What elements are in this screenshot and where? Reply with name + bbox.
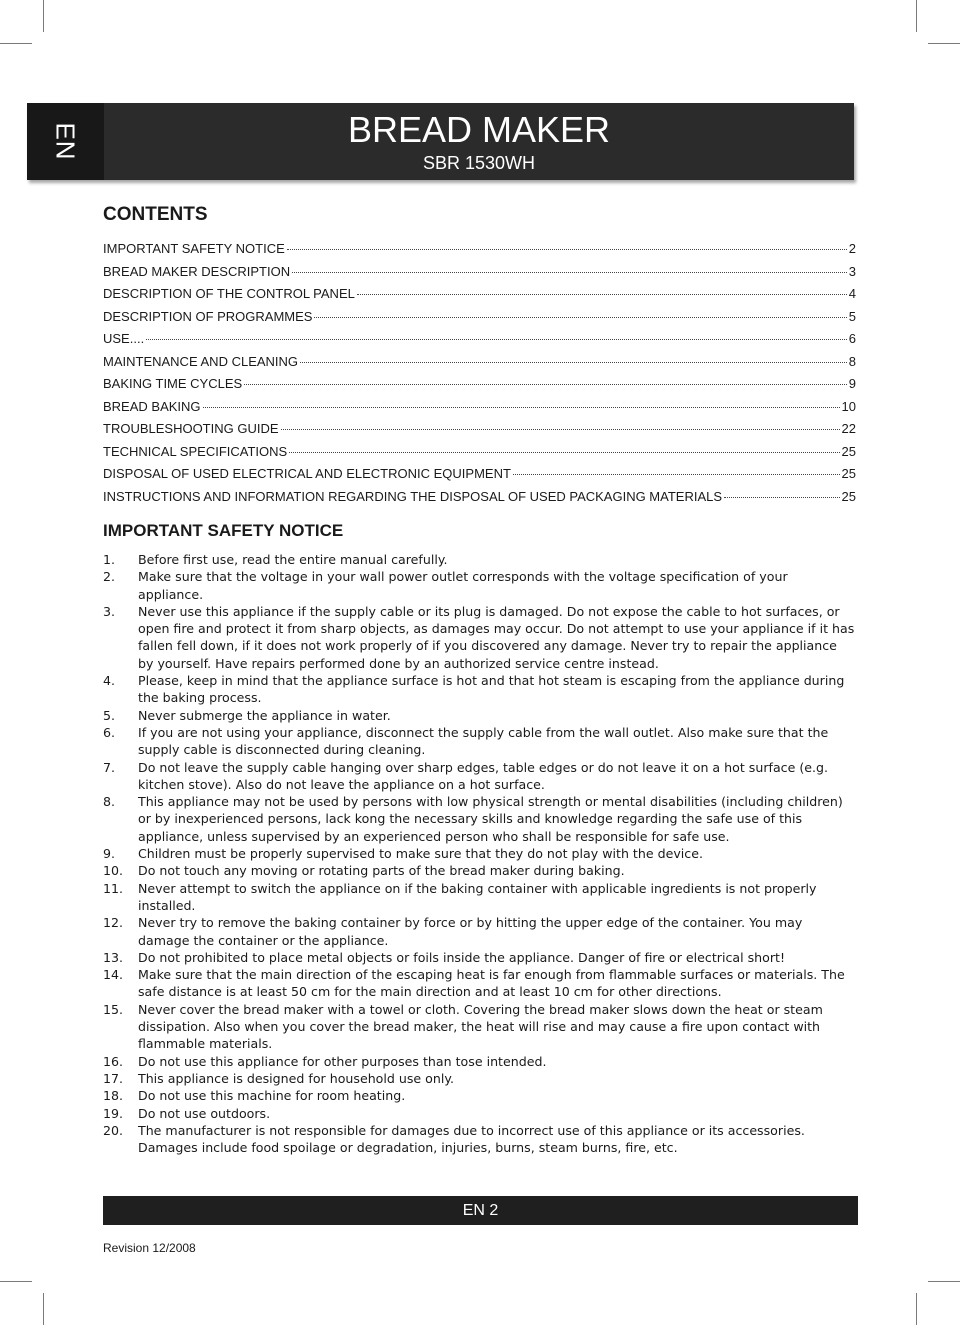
safety-item-text: Make sure that the voltage in your wall power outlet corresponds with the voltage specification of your appliance. (138, 569, 788, 602)
safety-item-number: 16. (103, 1053, 124, 1069)
toc-entry-title: MAINTENANCE AND CLEANING (103, 353, 299, 369)
toc-entry-title: IMPORTANT SAFETY NOTICE (103, 241, 285, 256)
safety-heading: IMPORTANT SAFETY NOTICE (103, 521, 344, 540)
safety-item (103, 568, 856, 603)
safety-item (103, 880, 856, 915)
safety-item-text: This appliance is designed for household use only. (138, 1070, 455, 1086)
crop-mark (928, 43, 960, 44)
toc-entry (103, 331, 856, 354)
safety-item-number: 18. (103, 1088, 124, 1104)
safety-item-text: Do not touch any moving or rotating parts of the bread maker during baking. (138, 863, 625, 879)
footer-bar (103, 1196, 858, 1225)
page-number: EN 2 (462, 1201, 499, 1219)
safety-item-number: 10. (103, 863, 124, 879)
toc-entry-title: DISPOSAL OF USED ELECTRICAL AND ELECTRONIC EQUIPMENT (103, 466, 511, 481)
toc-entry (103, 421, 856, 444)
toc-entry (103, 376, 856, 399)
safety-item-text: Never try to remove the baking container by force or by hitting the upper edge of the container. You may damage the container or the appliance. (138, 915, 803, 948)
safety-item-number: 15. (103, 1001, 124, 1017)
safety-item (103, 707, 856, 724)
toc-entry-page: 6 (848, 331, 856, 346)
toc-entry-title: INSTRUCTIONS AND INFORMATION REGARDING THE DISPOSAL OF USED PACKAGING MATERIALS (103, 488, 723, 504)
document-title: BREAD MAKER (347, 109, 611, 150)
toc-entry-page: 3 (848, 263, 856, 279)
toc-entry-page: 5 (848, 308, 856, 324)
model-number: SBR 1530WH (422, 153, 536, 173)
toc-leader-dots (300, 362, 847, 363)
safety-item (103, 603, 856, 672)
safety-item-number: 13. (103, 949, 124, 965)
toc-entry-page: 10 (841, 398, 856, 414)
safety-item (103, 793, 856, 845)
safety-item (103, 1122, 856, 1157)
safety-item-number: 4. (103, 673, 116, 689)
toc-leader-dots (244, 384, 847, 385)
toc-entry (103, 489, 856, 512)
safety-item-text: Never submerge the appliance in water. (138, 707, 391, 723)
toc-entry (103, 354, 856, 377)
toc-entry-title: BREAD MAKER DESCRIPTION (103, 263, 291, 279)
safety-item-number: 5. (103, 707, 116, 723)
toc-entry-page: 22 (841, 421, 856, 436)
toc-leader-dots (281, 429, 840, 430)
toc-entry-title: DESCRIPTION OF PROGRAMMES (103, 308, 313, 324)
toc-entry (103, 399, 856, 422)
toc-leader-dots (513, 474, 840, 475)
safety-item-number: 17. (103, 1070, 124, 1086)
safety-item-number: 14. (103, 967, 124, 983)
toc-entry-title: BREAD BAKING (103, 398, 201, 414)
toc-leader-dots (289, 452, 839, 453)
safety-item-text: Do not use this machine for room heating. (138, 1088, 406, 1104)
crop-mark (43, 0, 44, 32)
safety-item-number: 1. (103, 552, 116, 567)
safety-item-text: Do not use outdoors. (138, 1105, 271, 1121)
toc-entry-title: TROUBLESHOOTING GUIDE (103, 421, 279, 436)
safety-item-text: Before first use, read the entire manual carefully. (138, 552, 448, 567)
safety-item (103, 862, 856, 879)
revision-note: Revision 12/2008 (103, 1241, 196, 1255)
toc-entry (103, 264, 856, 287)
toc-leader-dots (292, 272, 847, 273)
safety-item (103, 1053, 856, 1070)
safety-item-number: 12. (103, 915, 124, 931)
toc-leader-dots (724, 497, 840, 498)
safety-item (103, 966, 856, 1001)
safety-item-text: Do not prohibited to place metal objects or foils inside the appliance. Danger of fire or electrical short! (138, 949, 786, 965)
crop-mark (0, 43, 32, 44)
safety-item-text: The manufacturer is not responsible for damages due to incorrect use of this appliance or its accessories. Damages include food spoilage or degradation, injuries, burns, steam burns, fire, etc. (138, 1122, 805, 1156)
safety-item-number: 20. (103, 1122, 124, 1138)
safety-item-number: 9. (103, 846, 116, 862)
safety-item (103, 551, 856, 568)
safety-item-text: Please, keep in mind that the appliance surface is hot and that hot steam is escaping from the appliance during the baking process. (138, 673, 845, 706)
main-content (103, 203, 856, 1156)
safety-item (103, 1070, 856, 1087)
toc-entry (103, 309, 856, 332)
safety-item-number: 8. (103, 794, 116, 810)
safety-item-text: Children must be properly supervised to make sure that they do not play with the device. (138, 846, 703, 862)
safety-item-number: 19. (103, 1105, 124, 1121)
safety-item (103, 949, 856, 966)
crop-mark (0, 1281, 32, 1282)
language-tab (27, 103, 104, 180)
safety-item-number: 6. (103, 724, 116, 740)
toc-entry-title: USE.... (103, 331, 145, 346)
toc-entry (103, 241, 856, 264)
toc-entry-title: BAKING TIME CYCLES (103, 376, 243, 391)
crop-mark (43, 1293, 44, 1325)
toc-leader-dots (287, 249, 847, 250)
toc-leader-dots (357, 294, 847, 295)
safety-item-text: Never attempt to switch the appliance on if the baking container with applicable ingredients is not properly installed. (138, 880, 817, 913)
toc-leader-dots (314, 317, 846, 318)
safety-item (103, 1105, 856, 1122)
safety-item-number: 11. (103, 880, 124, 896)
toc-entry-page: 25 (841, 488, 856, 504)
language-label: EN (51, 122, 81, 161)
safety-item-text: Never use this appliance if the supply cable or its plug is damaged. Do not expose the cable to hot surfaces, or open fire and protect it from sharp objects, as damages may occur. Do not attempt to use your appliance if it has fallen fell down, if it does not work properly of if you discovered any damage. Never try to repair the appliance by yourself. Have repairs performed done by an authorized service centre instead. (138, 603, 855, 671)
toc-entry-page: 25 (841, 443, 856, 459)
safety-item-text: Never cover the bread maker with a towel or cloth. Covering the bread maker slows down the heat or steam dissipation. Also when you cover the bread maker, the heat will rise and may cause a fire upon contact with flammable materials. (138, 1001, 823, 1052)
crop-mark (928, 1281, 960, 1282)
crop-mark (916, 0, 917, 32)
toc-entry-page: 2 (848, 241, 856, 256)
safety-item (103, 914, 856, 949)
safety-item-text: Make sure that the main direction of the escaping heat is far enough from flammable surfaces or materials. The safe distance is at least 50 cm for the main direction and at least 10 cm for other directions. (138, 967, 845, 1000)
safety-item-number: 3. (103, 603, 116, 619)
safety-item-text: Do not leave the supply cable hanging over sharp edges, table edges or do not leave it on a hot surface (e.g. kitchen stove). Also do not leave the appliance on a hot surface. (138, 759, 828, 792)
toc-entry (103, 286, 856, 309)
toc-entry-title: DESCRIPTION OF THE CONTROL PANEL (103, 286, 355, 301)
safety-item-number: 2. (103, 569, 116, 585)
toc-entry-title: TECHNICAL SPECIFICATIONS (103, 443, 288, 459)
table-of-contents (103, 241, 856, 511)
safety-item-text: This appliance may not be used by persons with low physical strength or mental disabilities (including children) or by inexperienced persons, lack kong the necessary skills and knowledge regarding the safe use of this appliance, unless supervised by an experienced person who shall be responsible for safe use. (138, 794, 843, 844)
safety-item-number: 7. (103, 759, 116, 775)
toc-entry (103, 444, 856, 467)
toc-entry-page: 9 (848, 376, 856, 391)
safety-item (103, 1087, 856, 1104)
toc-leader-dots (146, 339, 847, 340)
safety-item (103, 845, 856, 862)
toc-leader-dots (203, 407, 840, 408)
toc-entry-page: 4 (848, 286, 856, 301)
toc-entry (103, 466, 856, 489)
crop-mark (916, 1293, 917, 1325)
safety-item (103, 672, 856, 707)
safety-item-text: Do not use this appliance for other purposes than tose intended. (138, 1053, 547, 1069)
safety-item (103, 724, 856, 759)
safety-list (103, 551, 856, 1156)
safety-item-text: If you are not using your appliance, disconnect the supply cable from the wall outlet. Also make sure that the supply cable is disconnected during cleaning. (138, 724, 829, 758)
safety-item (103, 759, 856, 794)
toc-entry-page: 25 (841, 466, 856, 481)
toc-entry-page: 8 (848, 353, 856, 369)
safety-item (103, 1001, 856, 1053)
contents-heading: CONTENTS (103, 204, 208, 225)
